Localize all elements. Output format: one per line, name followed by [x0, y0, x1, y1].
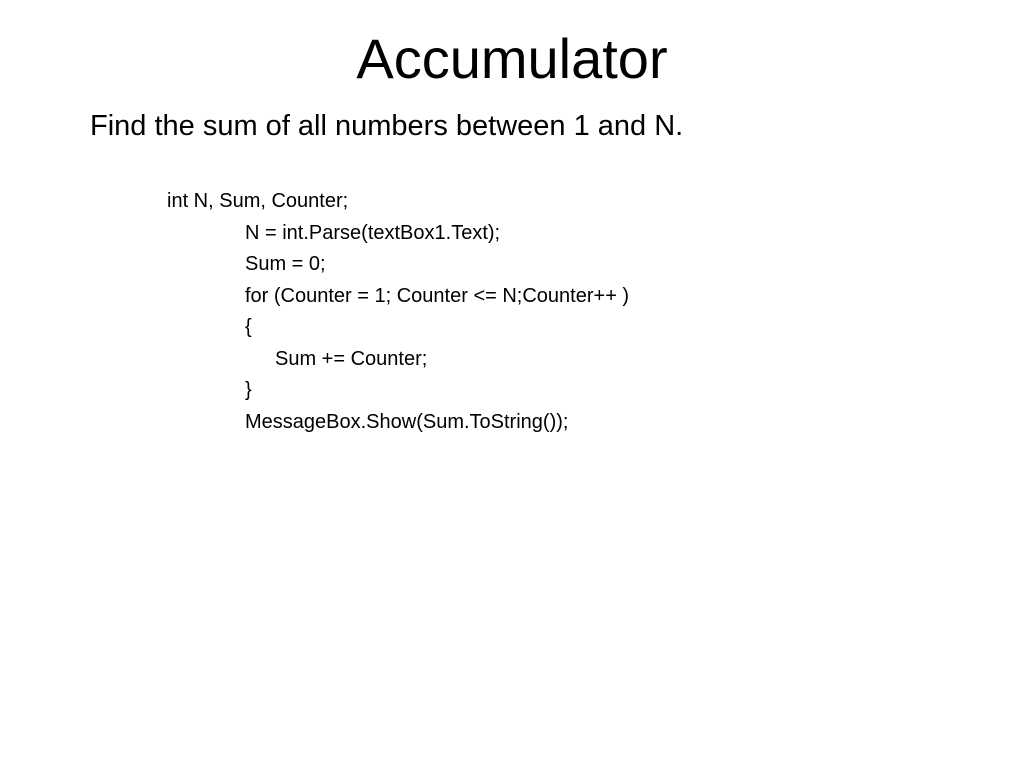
code-line: } [245, 379, 252, 401]
code-block [0, 186, 629, 438]
code-line: for (Counter = 1; Counter <= N;Counter++ ) [245, 284, 630, 307]
code-line: Sum = 0; [245, 253, 326, 275]
code-line: Sum += Counter; [275, 347, 428, 370]
code-line: MessageBox.Show(Sum.ToString()); [245, 410, 569, 433]
slide-title: Accumulator [356, 27, 668, 90]
code-line: { [245, 316, 252, 338]
code-line: N = int.Parse(textBox1.Text); [245, 221, 501, 244]
code-line: int N, Sum, Counter; [167, 190, 349, 212]
slide-subtitle: Find the sum of all numbers between 1 and N. [90, 110, 684, 142]
